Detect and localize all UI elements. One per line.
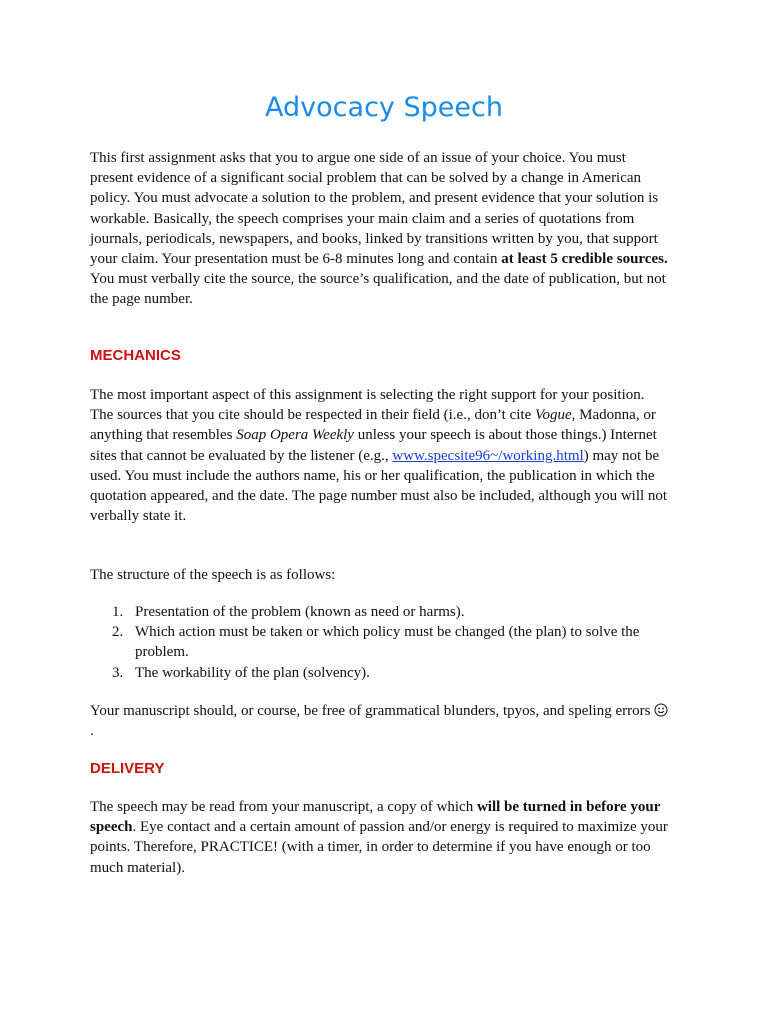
delivery-text-2: . Eye contact and a certain amount of passion and/or energy is required to maximize your points. Therefore, PRACTICE! (with a timer, in order to determine if you have enough or too much material). bbox=[90, 819, 668, 876]
manuscript-text: Your manuscript should, or course, be free of grammatical blunders, tpyos, and speling errors bbox=[90, 703, 655, 719]
delivery-heading: DELIVERY bbox=[90, 760, 165, 777]
intro-paragraph bbox=[90, 148, 670, 310]
example-website-link[interactable]: www.specsite96~/working.html bbox=[392, 447, 584, 464]
delivery-paragraph bbox=[90, 797, 670, 878]
list-text: The workability of the plan (solvency). bbox=[135, 664, 370, 681]
structure-list bbox=[90, 602, 670, 683]
list-text: Which action must be taken or which policy must be changed (the plan) to solve the problem. bbox=[135, 624, 640, 661]
list-item bbox=[90, 663, 670, 683]
list-item bbox=[90, 622, 670, 662]
list-text: Presentation of the problem (known as need or harms). bbox=[135, 604, 465, 620]
intro-bold-sources: at least 5 credible sources. bbox=[501, 251, 668, 268]
manuscript-end: . bbox=[90, 723, 94, 740]
delivery-bold: will be turned in before your speech bbox=[90, 799, 661, 836]
mechanics-text-2: , Madonna, or anything that resembles bbox=[90, 407, 656, 444]
delivery-text-1: The speech may be read from your manuscript, a copy of which bbox=[90, 799, 477, 815]
mechanics-text-1: The most important aspect of this assignment is selecting the right support for your position. The sources that you cite should be respected in their field (i.e., don’t cite bbox=[90, 387, 645, 424]
mechanics-paragraph bbox=[90, 385, 670, 526]
list-number: 2. bbox=[112, 624, 124, 641]
mechanics-italic-vogue: Vogue bbox=[535, 407, 572, 424]
smiley-icon bbox=[654, 703, 668, 717]
mechanics-text-3: unless your speech is about those things.) Internet sites that cannot be evaluated by the listener (e.g., bbox=[90, 427, 657, 464]
intro-text-2: You must verbally cite the source, the source’s qualification, and the date of publication, but not the page number. bbox=[90, 271, 666, 308]
manuscript-paragraph bbox=[90, 701, 670, 741]
mechanics-italic-soap: Soap Opera Weekly bbox=[236, 427, 354, 444]
mechanics-text-4: ) may not be used. You must include the authors name, his or her qualification, the publication in which the quotation appeared, and the date. The page number must also be included, although you will not verbally state it. bbox=[90, 447, 668, 525]
structure-intro: The structure of the speech is as follows: bbox=[90, 567, 336, 583]
mechanics-heading: MECHANICS bbox=[90, 347, 181, 364]
page-title: Advocacy Speech bbox=[265, 92, 503, 123]
list-number: 1. bbox=[112, 604, 124, 620]
list-number: 3. bbox=[112, 664, 124, 681]
list-item bbox=[90, 602, 670, 622]
intro-text-1: This first assignment asks that you to argue one side of an issue of your choice. You must present evidence of a significant social problem that can be solved by a change in American policy. You must advocate a solution to the problem, and present evidence that your solution is workable. Basically, the speech comprises your main claim and a series of quotations from journals, periodicals, newspapers, and books, linked by transitions written by you, that support your claim. Your presentation must be 6-8 minutes long and contain bbox=[90, 150, 659, 268]
